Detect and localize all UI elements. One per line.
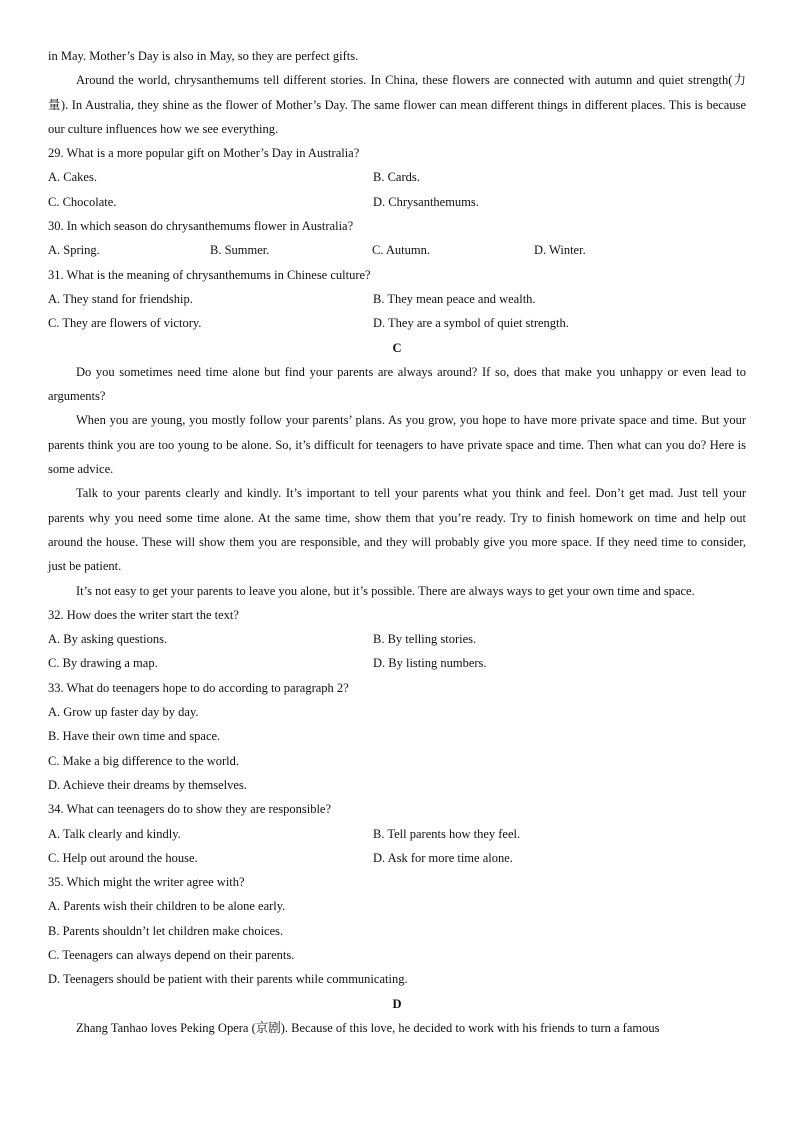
passage-b-chrysanthemum-paragraph: Around the world, chrysanthemums tell different stories. In China, these flowers are connected with autumn and quiet strength(力量). In Australia, they shine as the flower of Mother’s Day. The same flower can mean different things in different places. This is because our culture influences how we see everything.: [48, 73, 746, 136]
q34-option-d: D. Ask for more time alone.: [373, 850, 513, 865]
q29-option-b: B. Cards.: [373, 170, 420, 185]
question-32-options: [48, 627, 746, 651]
q30-option-c: C. Autumn.: [372, 243, 430, 258]
q32-option-a: A. By asking questions.: [48, 632, 168, 647]
q34-option-a: A. Talk clearly and kindly.: [48, 826, 181, 841]
q31-option-b: B. They mean peace and wealth.: [373, 291, 536, 306]
question-29-options: [48, 165, 746, 189]
question-32-options-2: [48, 651, 746, 675]
passage-c-paragraph-4: It’s not easy to get your parents to leave you alone, but it’s possible. There are always ways to get your own time and space.: [76, 583, 695, 598]
q29-option-d: D. Chrysanthemums.: [373, 194, 479, 209]
section-heading-c: C: [392, 340, 402, 355]
q35-option-c: C. Teenagers can always depend on their parents.: [48, 947, 295, 962]
q31-option-a: A. They stand for friendship.: [48, 291, 193, 306]
q32-option-c: C. By drawing a map.: [48, 656, 158, 671]
question-31: 31. What is the meaning of chrysanthemums in Chinese culture?: [48, 267, 371, 282]
question-31-options: [48, 287, 746, 311]
q33-option-a: A. Grow up faster day by day.: [48, 705, 199, 720]
q33-option-b: B. Have their own time and space.: [48, 729, 221, 744]
q33-option-c: C. Make a big difference to the world.: [48, 753, 240, 768]
passage-c-paragraph-3: Talk to your parents clearly and kindly. It’s important to tell your parents what you think and feel. Don’t get mad. Just tell your parents why you need some time alone. At the same time, show them that you’re ready. Try to finish homework on time and help out around the house. These will show them you are responsible, and they will probably give you more space. If they need time to consider, just be patient.: [48, 486, 746, 574]
question-34-options-2: [48, 846, 746, 870]
q29-option-c: C. Chocolate.: [48, 194, 117, 209]
q35-option-d: D. Teenagers should be patient with their parents while communicating.: [48, 972, 408, 987]
question-34: 34. What can teenagers do to show they are responsible?: [48, 802, 332, 817]
q34-option-c: C. Help out around the house.: [48, 850, 198, 865]
q31-option-d: D. They are a symbol of quiet strength.: [373, 316, 569, 331]
question-32: 32. How does the writer start the text?: [48, 607, 239, 622]
q32-option-b: B. By telling stories.: [373, 632, 477, 647]
passage-b-intro-tail: in May. Mother’s Day is also in May, so they are perfect gifts.: [48, 49, 359, 63]
passage-c-paragraph-2: When you are young, you mostly follow your parents’ plans. As you grow, you hope to have more private space and time. But your parents think you are too young to be alone. So, it’s difficult for teenagers to have private space and time. Then what can you do? Here is some advice.: [48, 413, 746, 477]
q30-option-d: D. Winter.: [534, 243, 586, 258]
q29-option-a: A. Cakes.: [48, 170, 97, 185]
q31-option-c: C. They are flowers of victory.: [48, 316, 202, 331]
question-29: 29. What is a more popular gift on Mother’s Day in Australia?: [48, 146, 360, 161]
question-33: 33. What do teenagers hope to do according to paragraph 2?: [48, 680, 349, 695]
question-35: 35. Which might the writer agree with?: [48, 875, 245, 890]
question-34-options: [48, 822, 746, 846]
question-30-options: [48, 238, 746, 262]
q35-option-b: B. Parents shouldn’t let children make choices.: [48, 923, 284, 938]
document-page: [48, 44, 746, 1040]
q30-option-a: A. Spring.: [48, 243, 100, 258]
q32-option-d: D. By listing numbers.: [373, 656, 487, 671]
q35-option-a: A. Parents wish their children to be alone early.: [48, 899, 286, 914]
question-31-options-2: [48, 311, 746, 335]
question-29-options-2: [48, 190, 746, 214]
q34-option-b: B. Tell parents how they feel.: [373, 826, 521, 841]
passage-d-paragraph-1: Zhang Tanhao loves Peking Opera (京剧). Because of this love, he decided to work with his friends to turn a famous: [76, 1020, 660, 1035]
question-30: 30. In which season do chrysanthemums flower in Australia?: [48, 219, 354, 234]
q33-option-d: D. Achieve their dreams by themselves.: [48, 777, 247, 792]
passage-c-paragraph-1: Do you sometimes need time alone but find your parents are always around? If so, does that make you unhappy or even lead to arguments?: [48, 364, 746, 404]
q30-option-b: B. Summer.: [210, 243, 270, 258]
section-heading-d: D: [392, 996, 402, 1011]
